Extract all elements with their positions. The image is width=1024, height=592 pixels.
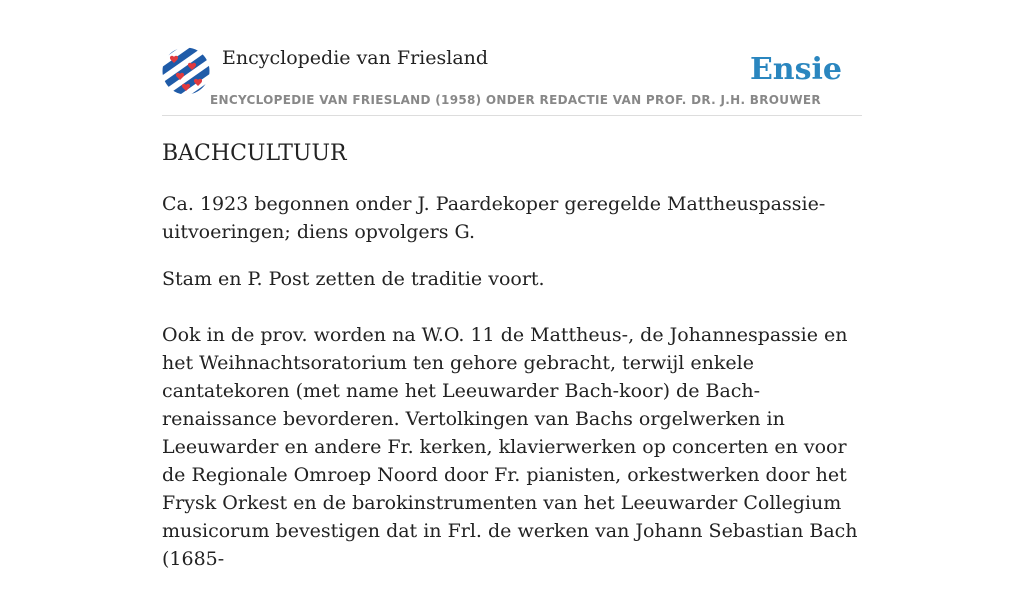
site-title[interactable]: Encyclopedie van Friesland <box>222 47 489 69</box>
header-divider <box>162 115 862 116</box>
site-header <box>162 46 862 116</box>
article-paragraph: Ca. 1923 begonnen onder J. Paardekoper geregelde Mattheuspassie-uitvoeringen; diens opvolgers G. <box>162 193 826 243</box>
frisian-flag-logo-icon[interactable] <box>162 47 210 95</box>
article-paragraph: Stam en P. Post zetten de traditie voort. <box>162 268 545 290</box>
article-title: BACHCULTUUR <box>162 141 347 166</box>
article <box>162 138 862 592</box>
ensie-brand-logo[interactable]: Ensie <box>749 52 842 87</box>
site-subtitle: ENCYCLOPEDIE VAN FRIESLAND (1958) ONDER REDACTIE VAN PROF. DR. J.H. BROUWER <box>210 93 821 107</box>
article-paragraph: Ook in de prov. worden na W.O. 11 de Mattheus-, de Johannespassie en het Weihnachtsoratorium ten gehore gebracht, terwijl enkele cantatekoren (met name het Leeuwarder Bach-koor) de Bach-renaissance bevorderen. Vertolkingen van Bachs orgelwerken in Leeuwarder en andere Fr. kerken, klavierwerken op concerten en voor de Regionale Omroep Noord door Fr. pianisten, orkestwerken door het Frysk Orkest en de barokinstrumenten van het Leeuwarder Collegium musicorum bevestigen dat in Frl. de werken van Johann Sebastian Bach (1685- <box>162 324 858 570</box>
